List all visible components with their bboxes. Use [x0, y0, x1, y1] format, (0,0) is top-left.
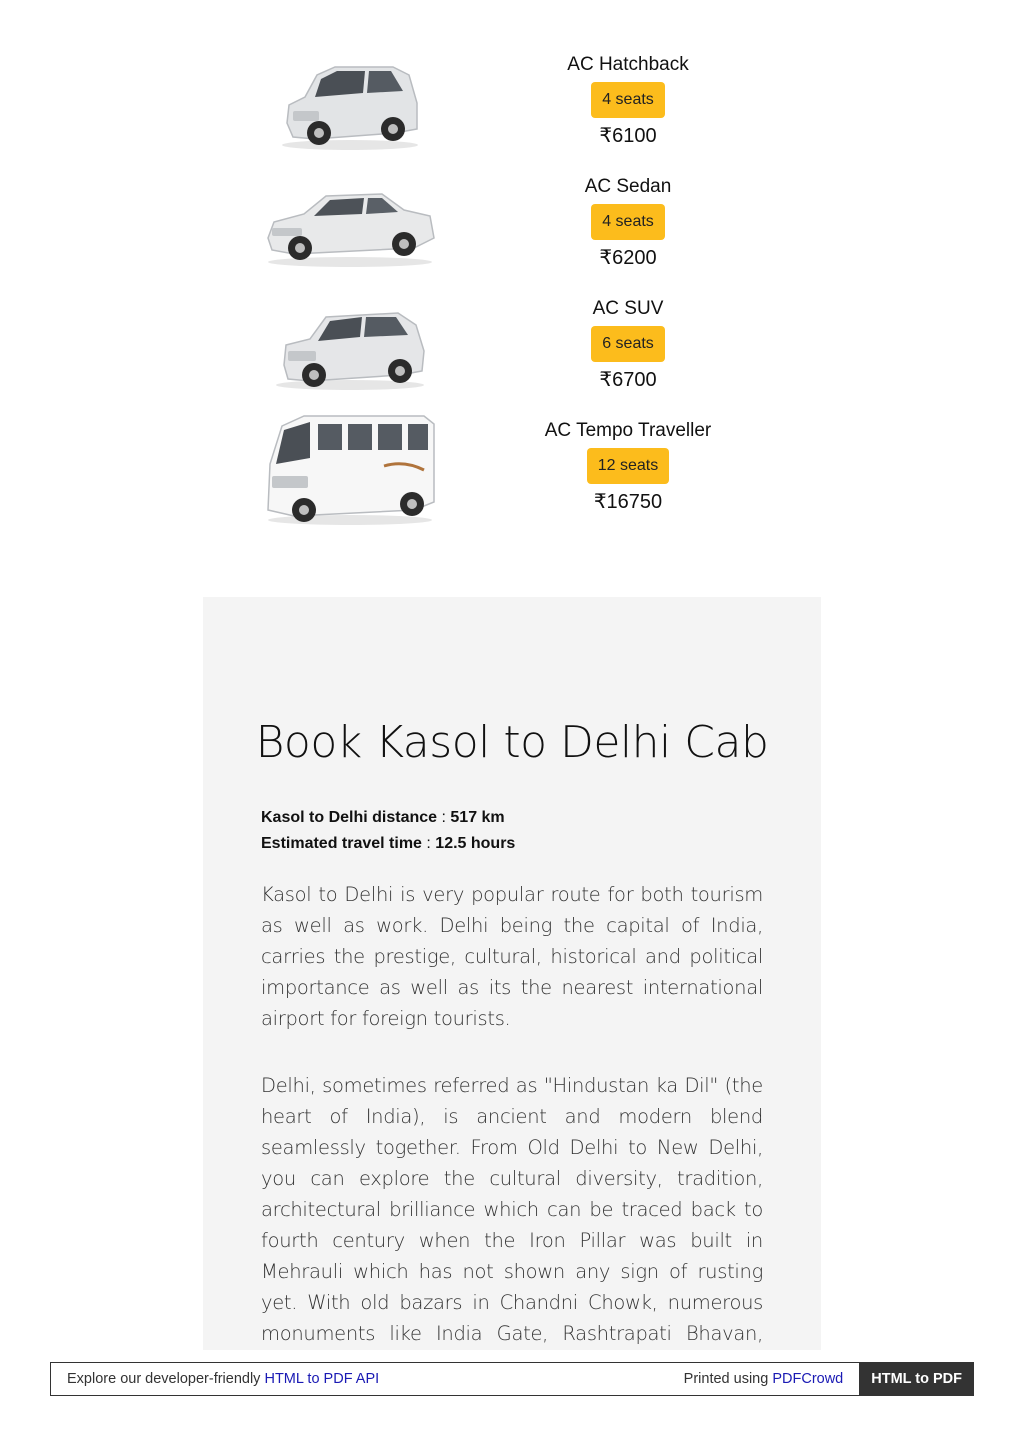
- travel-time-fact: Estimated travel time : 12.5 hours: [261, 835, 516, 852]
- delhi-paragraph: Delhi, sometimes referred as "Hindustan ka Dil" (the heart of India), is ancient and modern blend seamlessly together. From Old Delhi to New Delhi, you can explore the cultural diversity, tradition, architectural brilliance which can be traced back to fourth century when the Iron Pillar was built in Mehrauli which has not shown any sign of rusting yet. With old bazars in Chandni Chowk, numerous monuments like India Gate, Rashtrapati Bhavan,: [261, 1074, 763, 1345]
- intro-paragraph: Kasol to Delhi is very popular route for both tourism as well as work. Delhi being the capital of India, carries the prestige, cultural, historical and political importance as well as its the nearest international airport for foreign tourists.: [261, 883, 763, 1030]
- cab-price: ₹6700: [599, 369, 657, 391]
- distance-label: Kasol to Delhi distance: [261, 809, 438, 826]
- html-to-pdf-api-link[interactable]: HTML to PDF API: [264, 1371, 380, 1387]
- seat-badge: 6 seats: [591, 326, 665, 362]
- distance-value: 517 km: [450, 809, 505, 826]
- travel-time-label: Estimated travel time: [261, 835, 422, 852]
- cab-name: AC SUV: [592, 298, 664, 319]
- footer-right-text: Printed using: [683, 1371, 773, 1387]
- distance-fact: Kasol to Delhi distance : 517 km: [261, 809, 505, 826]
- page-title: Book Kasol to Delhi Cab: [255, 717, 769, 768]
- sedan-car-image: [262, 170, 437, 280]
- cab-list: [262, 48, 762, 536]
- pdfcrowd-footer: [50, 1362, 974, 1396]
- cab-price: ₹6100: [599, 125, 657, 147]
- cab-row-hatchback[interactable]: [262, 48, 762, 170]
- footer-left: [51, 1371, 684, 1387]
- cab-info: [528, 298, 728, 392]
- seat-badge: 4 seats: [591, 204, 665, 240]
- cab-row-sedan[interactable]: [262, 170, 762, 292]
- book-cab-section: [203, 597, 821, 1350]
- footer-right: [684, 1371, 860, 1387]
- seat-badge: 12 seats: [587, 448, 669, 484]
- cab-row-suv[interactable]: [262, 292, 762, 414]
- cab-price: ₹16750: [593, 491, 663, 513]
- suv-car-image: [262, 292, 437, 402]
- footer-left-text: Explore our developer-friendly: [67, 1371, 265, 1387]
- cab-name: AC Hatchback: [567, 54, 689, 75]
- route-facts: [261, 805, 763, 857]
- cab-price: ₹6200: [599, 247, 657, 269]
- cab-row-tempo-traveller[interactable]: [262, 414, 762, 536]
- html-to-pdf-button[interactable]: HTML to PDF: [859, 1362, 974, 1396]
- cab-info: [528, 176, 728, 270]
- cab-info: [528, 54, 728, 148]
- cab-info: [528, 420, 728, 514]
- travel-time-value: 12.5 hours: [435, 835, 516, 852]
- cab-name: AC Tempo Traveller: [544, 420, 712, 441]
- seat-badge: 4 seats: [591, 82, 665, 118]
- pdfcrowd-link[interactable]: PDFCrowd: [772, 1371, 844, 1387]
- tempo-traveller-image: [262, 414, 437, 524]
- hatchback-car-image: [262, 48, 437, 158]
- cab-name: AC Sedan: [584, 176, 672, 197]
